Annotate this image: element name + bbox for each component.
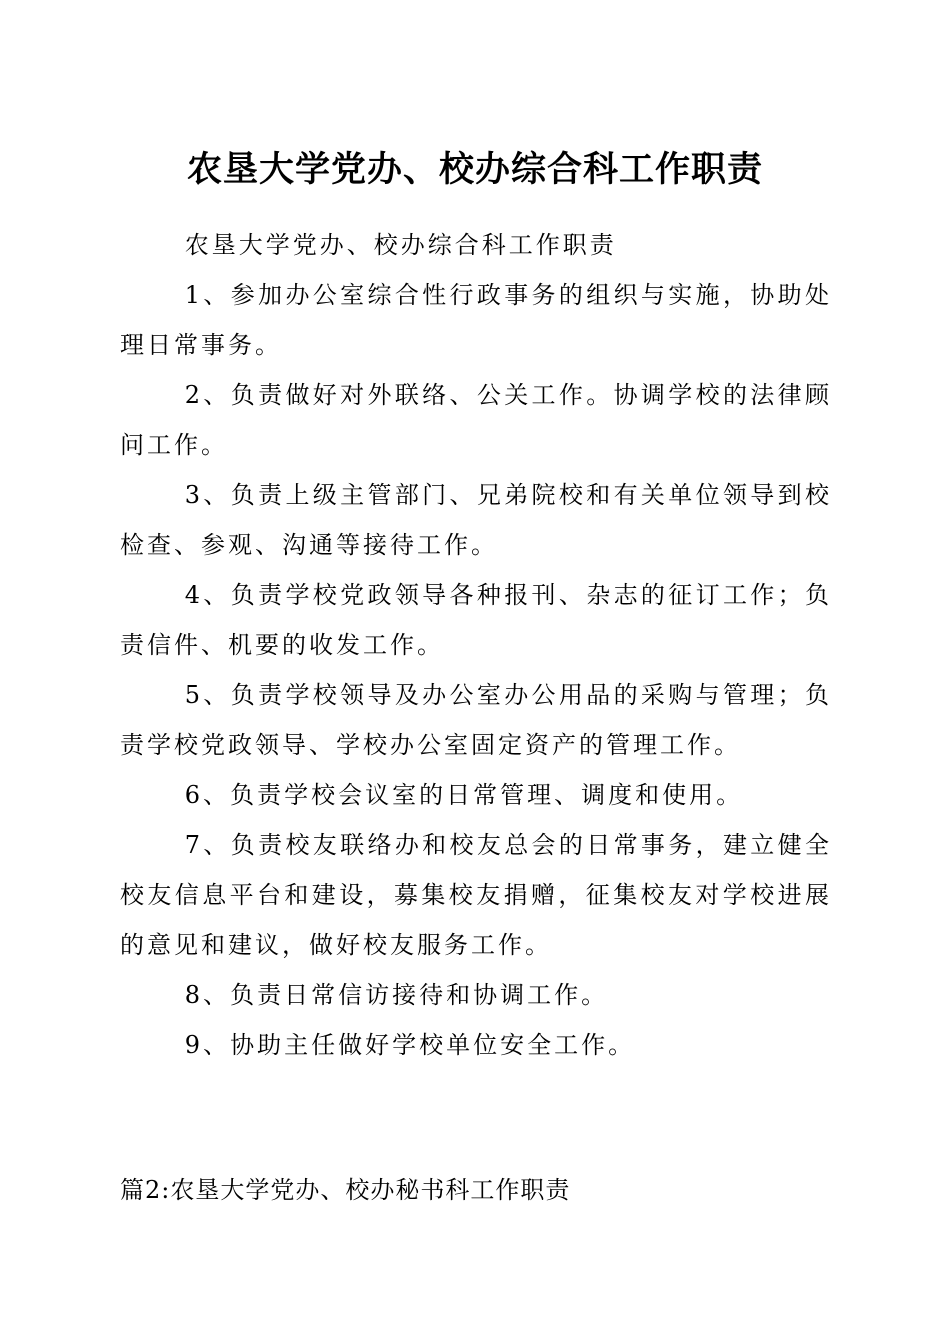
body-subtitle: 农垦大学党办、校办综合科工作职责: [184, 231, 617, 259]
duty-item-4: 4、负责学校党政领导各种报刊、杂志的征订工作；负责信件、机要的收发工作。: [120, 581, 832, 659]
duty-item-3: 3、负责上级主管部门、兄弟院校和有关单位领导到校检查、参观、沟通等接待工作。: [120, 481, 832, 559]
next-section-heading: 篇2:农垦大学党办、校办秘书科工作职责: [120, 1176, 571, 1204]
duty-item-7: 7、负责校友联络办和校友总会的日常事务，建立健全校友信息平台和建设，募集校友捐赠，征集校友对学校进展的意见和建议，做好校友服务工作。: [120, 831, 832, 959]
duty-item-8: 8、负责日常信访接待和协调工作。: [184, 981, 609, 1009]
duty-item-5: 5、负责学校领导及办公室办公用品的采购与管理；负责学校党政领导、学校办公室固定资产的管理工作。: [120, 681, 832, 759]
document-body: [120, 220, 832, 1070]
document-title: 农垦大学党办、校办综合科工作职责: [186, 150, 763, 190]
duty-item-9: 9、协助主任做好学校单位安全工作。: [184, 1031, 636, 1059]
duty-item-1: 1、参加办公室综合性行政事务的组织与实施，协助处理日常事务。: [120, 281, 832, 359]
duty-item-6: 6、负责学校会议室的日常管理、调度和使用。: [184, 781, 744, 809]
duty-item-2: 2、负责做好对外联络、公关工作。协调学校的法律顾问工作。: [120, 381, 832, 459]
